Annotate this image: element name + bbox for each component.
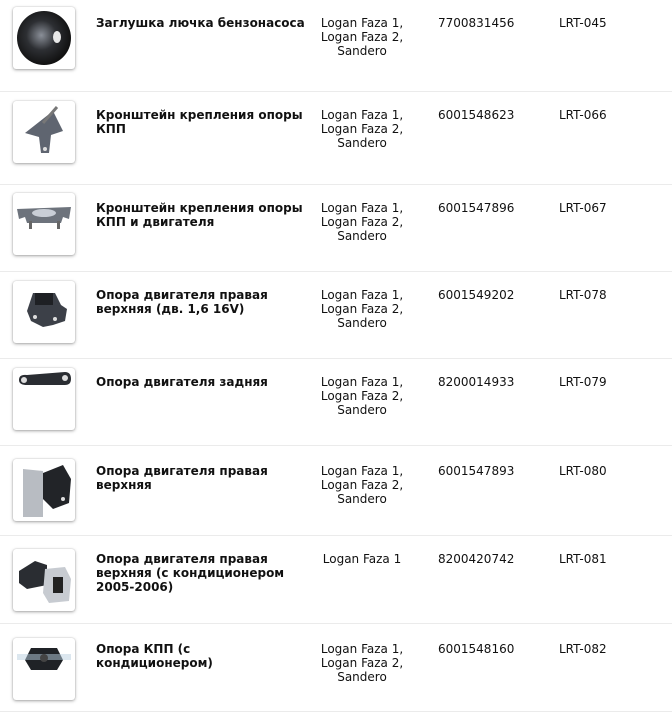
oem-number: 6001547893 [438,464,515,478]
gearbox-engine-mount-bracket-image[interactable] [13,193,75,255]
catalog-code: LRT-082 [559,642,607,656]
oem-number: 6001548160 [438,642,515,656]
table-row [0,446,672,536]
oem-number: 6001547896 [438,201,515,215]
catalog-code: LRT-079 [559,375,607,389]
engine-mount-right-upper-image[interactable] [13,459,75,521]
part-name[interactable]: Опора двигателя задняя [96,375,268,389]
part-name[interactable]: Кронштейн крепления опоры КПП [96,108,303,136]
table-row [0,536,672,624]
part-name[interactable]: Заглушка лючка бензонасоса [96,16,305,30]
part-name[interactable]: Опора двигателя правая верхняя [96,464,268,492]
table-row [0,0,672,92]
catalog-code: LRT-080 [559,464,607,478]
catalog-code: LRT-081 [559,552,607,566]
part-name[interactable]: Опора двигателя правая верхняя (дв. 1,6 16V) [96,288,268,316]
compatible-models: Logan Faza 1 [322,552,402,566]
catalog-code: LRT-066 [559,108,607,122]
compatible-models: Logan Faza 1, Logan Faza 2, Sandero [320,16,404,58]
gearbox-mount-bracket-image[interactable] [13,101,75,163]
part-name[interactable]: Опора КПП (с кондиционером) [96,642,213,670]
compatible-models: Logan Faza 1, Logan Faza 2, Sandero [320,375,404,417]
engine-mount-right-upper-16v-image[interactable] [13,281,75,343]
compatible-models: Logan Faza 1, Logan Faza 2, Sandero [320,108,404,150]
part-name[interactable]: Опора двигателя правая верхняя (с кондиционером 2005-2006) [96,552,285,594]
table-row [0,92,672,185]
compatible-models: Logan Faza 1, Logan Faza 2, Sandero [320,201,404,243]
compatible-models: Logan Faza 1, Logan Faza 2, Sandero [320,642,404,684]
oem-number: 6001549202 [438,288,515,302]
engine-mount-right-upper-ac-image[interactable] [13,549,75,611]
table-row [0,359,672,446]
catalog-code: LRT-067 [559,201,607,215]
compatible-models: Logan Faza 1, Logan Faza 2, Sandero [320,288,404,330]
oem-number: 6001548623 [438,108,515,122]
table-row [0,185,672,272]
oem-number: 7700831456 [438,16,515,30]
catalog-code: LRT-078 [559,288,607,302]
gearbox-mount-ac-image[interactable] [13,638,75,700]
part-name[interactable]: Кронштейн крепления опоры КПП и двигателя [96,201,303,229]
oem-number: 8200014933 [438,375,515,389]
compatible-models: Logan Faza 1, Logan Faza 2, Sandero [320,464,404,506]
table-row [0,624,672,712]
table-row [0,272,672,359]
engine-mount-rear-image[interactable] [13,368,75,430]
catalog-code: LRT-045 [559,16,607,30]
fuel-pump-hatch-cap-image[interactable] [13,7,75,69]
oem-number: 8200420742 [438,552,515,566]
